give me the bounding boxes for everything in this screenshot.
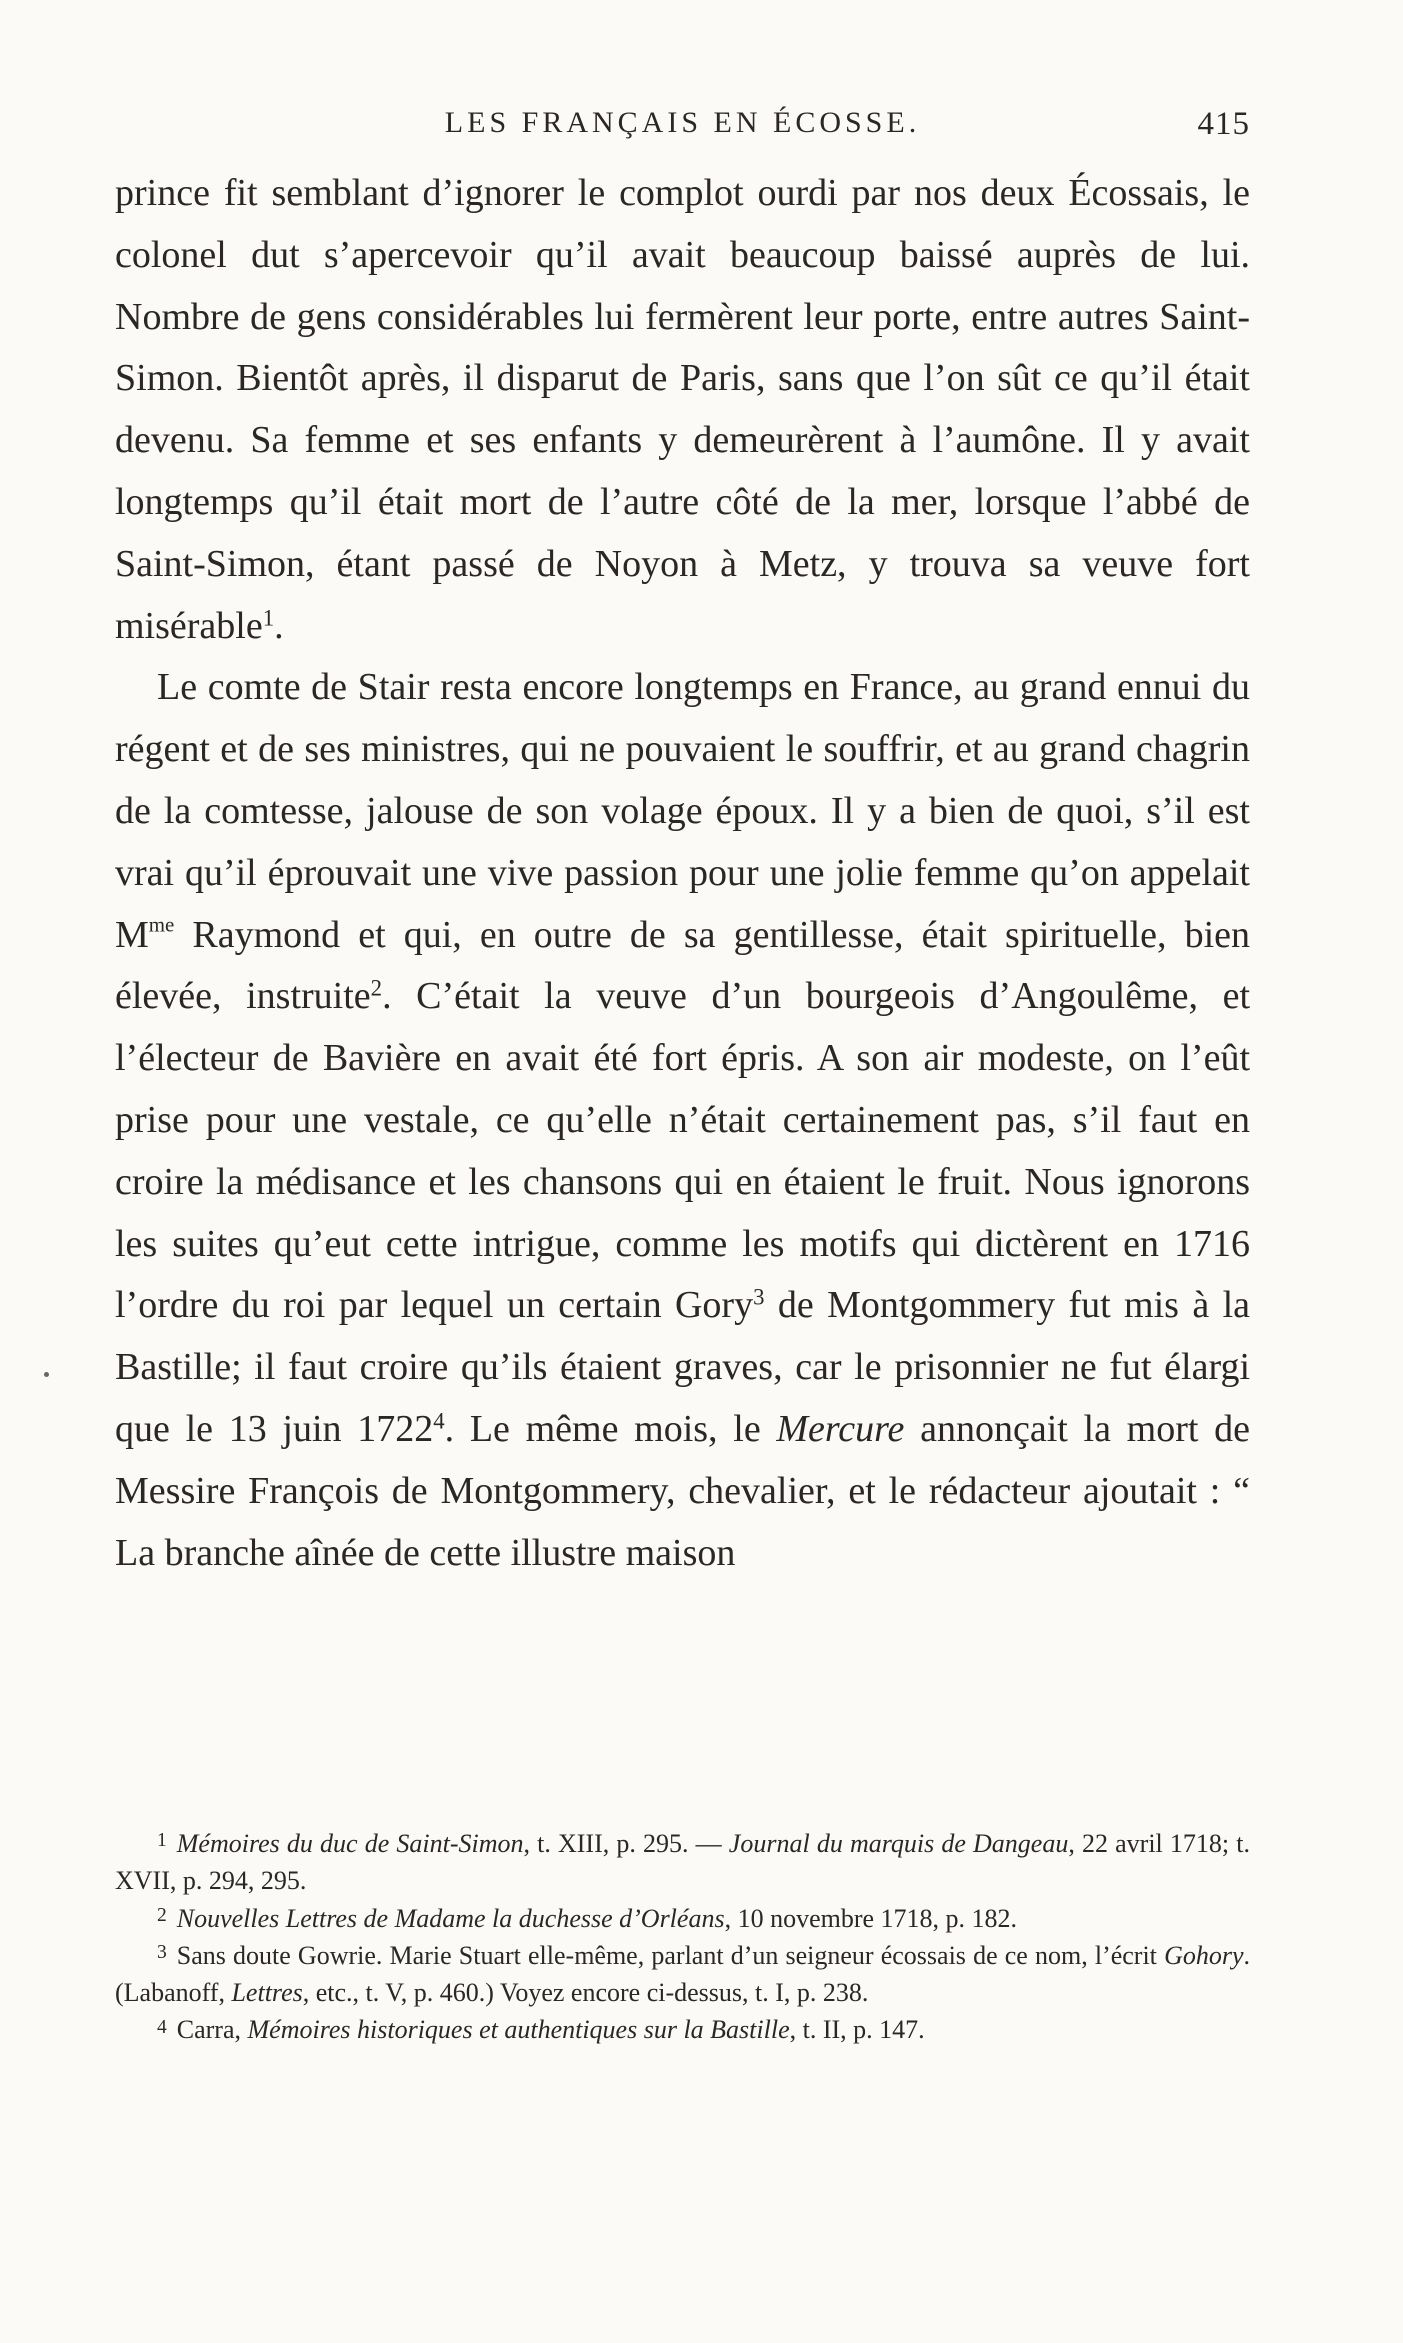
- paragraph-2: [115, 657, 1250, 1584]
- footnote-1-mark: 1: [157, 1830, 167, 1852]
- footnote-2-mark: 2: [157, 1904, 167, 1926]
- title-abbrev-me: me: [148, 911, 175, 936]
- footnote-3-lettres: Lettres: [231, 1978, 303, 2008]
- footnote-3-mark: 3: [157, 1942, 167, 1964]
- running-head: [115, 106, 1250, 152]
- page-number: 415: [1197, 106, 1250, 142]
- paragraph-2-text-f: annonçait la mort de Messire François de Montgommery, chevalier, et le rédacteur ajoutait : “ La branche aînée de cette illustre maison: [115, 1407, 1250, 1574]
- footnote-3-gohory: Gohory: [1164, 1940, 1244, 1970]
- footnote-3-text-a: Sans doute Gowrie. Marie Stuart elle-même, parlant d’un seigneur écossais de ce nom, l’écrit: [176, 1940, 1165, 1970]
- paragraph-1-end: .: [274, 604, 284, 647]
- footnote-3-text-b: . (Labanoff,: [115, 1940, 1250, 2008]
- footnote-ref-2: 2: [370, 975, 383, 1001]
- footnote-2: [115, 1900, 1250, 1937]
- footnote-4-title: Mémoires historiques et authentiques sur la Bastille: [247, 2015, 790, 2045]
- footnote-ref-3: 3: [753, 1284, 765, 1310]
- footnotes: [115, 1825, 1250, 2049]
- footnote-4-text-a: Carra,: [176, 2015, 248, 2045]
- footnote-2-text: , 10 novembre 1718, p. 182.: [724, 1903, 1018, 1933]
- paragraph-2-text-d: de Montgommery fut mis à la Bastille; il faut croire qu’ils étaient graves, car le prisonnier ne fut élargi que le 13 juin 1722: [115, 1284, 1250, 1450]
- paragraph-2-text-b: Raymond et qui, en outre de sa gentillesse, était spirituelle, bien élevée, instruite: [115, 913, 1250, 1018]
- paragraph-2-text-e: . Le même mois, le: [444, 1407, 777, 1450]
- footnote-1-title-2: Journal du marquis de Dangeau: [728, 1829, 1069, 1858]
- paragraph-1-text: prince fit semblant d’ignorer le complot ourdi par nos deux Écossais, le colonel dut s’apercevoir qu’il avait beaucoup baissé auprès de lui. Nombre de gens considérables lui fermèrent leur porte, entre autres Saint-Simon. Bientôt après, il disparut de Paris, sans que l’on sût ce qu’il était devenu. Sa femme et ses enfants y demeurèrent à l’aumône. Il y avait longtemps qu’il était mort de l’autre côté de la mer, lorsque l’abbé de Saint-Simon, étant passé de Noyon à Metz, y trouva sa veuve fort misérable: [115, 172, 1250, 647]
- footnote-1-text-a: , t. XIII, p. 295. —: [523, 1829, 729, 1858]
- body-text: [115, 163, 1250, 1584]
- footnote-4-mark: 4: [157, 2016, 167, 2038]
- footnote-4-text-b: , t. II, p. 147.: [789, 2015, 925, 2045]
- footnote-3: [115, 1937, 1250, 2012]
- paragraph-1: [115, 163, 1250, 657]
- footnote-ref-1: 1: [262, 605, 275, 631]
- footnote-3-text-c: , etc., t. V, p. 460.) Voyez encore ci-dessus, t. I, p. 238.: [302, 1978, 869, 2008]
- mercure-title: Mercure: [776, 1407, 905, 1450]
- margin-dot: [44, 1372, 49, 1377]
- paragraph-2-text-c: . C’était la veuve d’un bourgeois d’Angoulême, et l’électeur de Bavière en avait été fort épris. A son air modeste, on l’eût prise pour une vestale, ce qu’elle n’était certainement pas, s’il faut en croire la médisance et les chansons qui en étaient le fruit. Nous ignorons les suites qu’eut cette intrigue, comme les motifs qui dictèrent en 1716 l’ordre du roi par lequel un certain Gory: [115, 975, 1251, 1327]
- footnote-2-title: Nouvelles Lettres de Madame la duchesse d’Orléans: [176, 1903, 725, 1933]
- footnote-ref-4: 4: [433, 1408, 445, 1434]
- paragraph-2-text-a: Le comte de Stair resta encore longtemps en France, au grand ennui du régent et de ses ministres, qui ne pouvaient le souffrir, et au grand chagrin de la comtesse, jalouse de son volage époux. Il y a bien de quoi, s’il est vrai qu’il éprouvait une vive passion pour une jolie femme qu’on appelait M: [115, 666, 1250, 956]
- footnote-1: [115, 1825, 1250, 1900]
- footnote-1-text-b: , 22 avril 1718; t. XVII, p. 294, 295.: [115, 1829, 1250, 1896]
- footnote-4: [115, 2011, 1250, 2048]
- footnote-1-title-1: Mémoires du duc de Saint-Simon: [176, 1829, 524, 1858]
- running-title: LES FRANÇAIS EN ÉCOSSE.: [444, 106, 921, 139]
